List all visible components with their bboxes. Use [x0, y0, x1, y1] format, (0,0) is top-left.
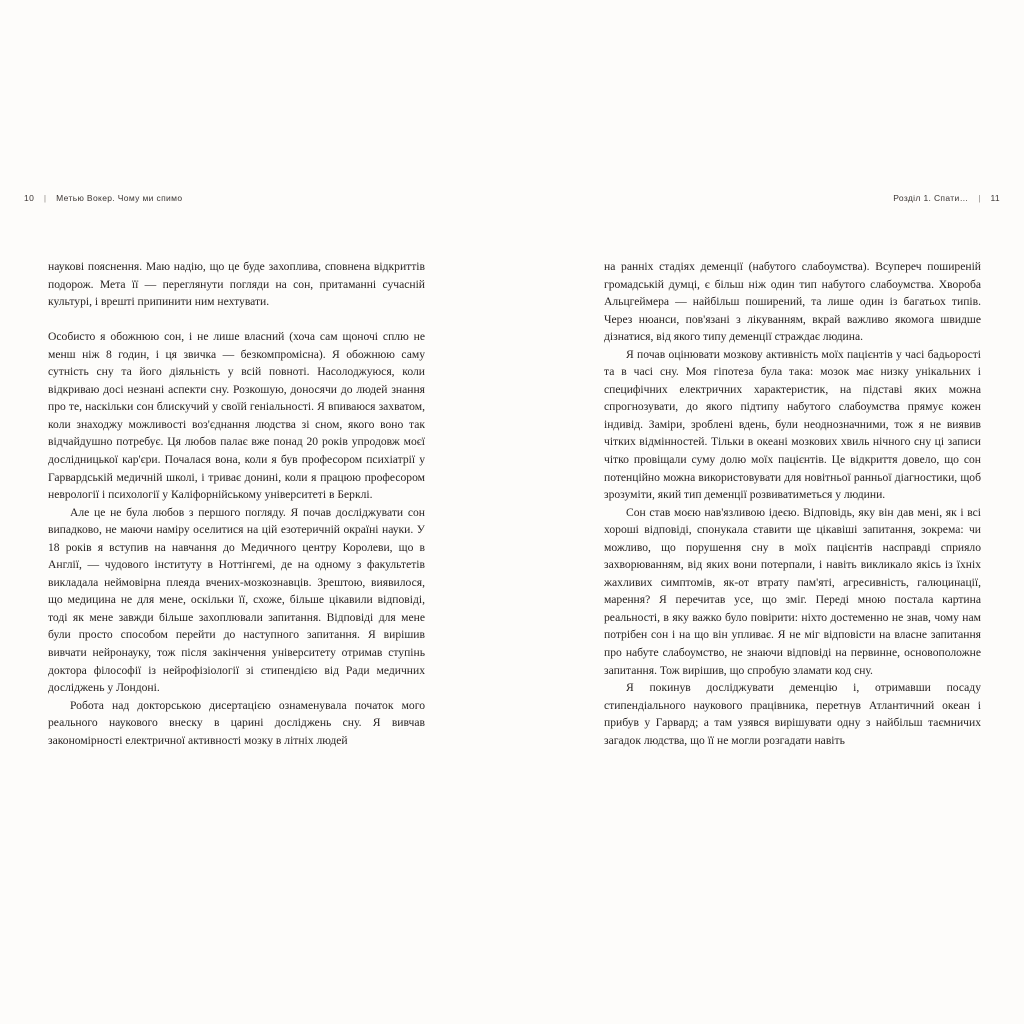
paragraph: наукові пояснення. Маю надію, що це буде захоплива, сповнена відкриттів подорож. Мета її — переглянути погляди на сон, притаманні сучасній культурі, і врешті припинити ним нехтувати. — [48, 260, 425, 309]
right-page-text-column — [604, 258, 981, 749]
running-head-left-text: Метью Вокер. Чому ми спимо — [56, 193, 183, 203]
paragraph: Я почав оцінювати мозкову активність моїх пацієнтів у часі бадьорості та в часі сну. Моя гіпотеза була така: мозок має низку унікальних і специфічних електричних характеристик, на підставі яких можна спрогнозувати, до якого підтипу набутого слабоумства прямує кожен індивід. Заміри, зроблені вдень, були неоднозначними, тож я не виявив чітких відмінностей. Тільки в океані мозкових хвиль нічного сну ці записи чітко провіщали суму долю моїх пацієнтів. Це відкриття довело, що сон потенційно можна використовувати для новітньої ранньої діагностики, щоб зрозуміти, який тип деменції розвиватиметься у людини. — [604, 347, 981, 502]
folio-separator-left: | — [43, 193, 47, 203]
paragraph: Особисто я обожнюю сон, і не лише власний (хоча сам щоночі сплю не менш ніж 8 годин, і ця звичка — безкомпромісна). Я обожнюю саму сутність сну та його діяльність у всій повноті. Насолоджуюся, коли відкриваю досі незнані аспекти сну. Розкошую, доносячи до людей знання про те, наскільки сон блискучий у своїй геніальності. Я впиваюся захватом, коли знаходжу можливості воз'єднання людства зі сном, якого воно так відчайдушно потребує. Ця любов палає вже понад 20 років упродовж моєї дослідницької кар'єри. Почалася вона, коли я був професором психіатрії у Гарвардській медичній школі, і триває донині, коли я працюю професором неврології і психології у Каліфорнійському університеті в Берклі. — [48, 330, 425, 502]
running-head-left — [24, 193, 182, 203]
folio-right: 11 — [990, 193, 1000, 203]
paragraph: Робота над докторською дисертацією ознаменувала початок мого реального наукового внеску в царині досліджень сну. Я вивчав закономірності електричної активності мозку в літніх людей — [48, 698, 425, 747]
paragraph: на ранніх стадіях деменції (набутого слабоумства). Всупереч поширеній громадській думці, є більш ніж один тип набутого слабоумства. Хвороба Альцгеймера — найбільш поширений, та лише один із багатьох типів. Через нюанси, пов'язані з лікуванням, вкрай важливо якомога швидше дізнатися, від якого типу деменції страждає людина. — [604, 260, 981, 344]
left-page-text-column — [48, 258, 425, 749]
folio-left: 10 — [24, 193, 35, 203]
paragraph: Я покинув досліджувати деменцію і, отримавши посаду стипендіального наукового працівника, перетнув Атлантичний океан і прибув у Гарвард; а там узявся вирішувати одну з найбільш таємничих загадок людства, що її не могли розгадати навіть — [604, 681, 981, 747]
running-head-right — [893, 193, 1000, 203]
folio-separator-right: | — [978, 193, 981, 203]
paragraph: Але це не була любов з першого погляду. Я почав досліджувати сон випадково, не маючи наміру оселитися на цій езотеричній окраїні науки. У 18 років я вступив на навчання до Медичного центру Королеви, що в Англії, — чудового інституту в Ноттінгемі, де на одному з факультетів викладала неймовірна плеяда вчених-мозкознавців. Зрештою, виявилося, що медицина не для мене, оскільки її, схоже, більше цікавили відповіді, тоді як мене завжди більше захоплювали запитання. Відповіді для мене були просто способом перейти до наступного запитання. Я вирішив вивчати нейронауку, тож після закінчення університету отримав ступінь доктора філософії із нейрофізіології зі стипендією від Ради медичних досліджень у Лондоні. — [48, 505, 425, 695]
running-head-right-text: Розділ 1. Спати… — [893, 193, 969, 203]
paragraph: Сон став моєю нав'язливою ідеєю. Відповідь, яку він дав мені, як і всі хороші відповіді, спонукала ставити ще цікавіші запитання, зокрема: чи можливо, що порушення сну в моїх пацієнтів насправді сприяло захворюванням, від яких вони потерпали, і навіть викликало якісь із їхніх жахливих симптомів, як-от втрату пам'яті, агресивність, галюцинації, марення? Я перечитав усе, що зміг. Переді мною постала картина реальності, в яку важко було повірити: ніхто достеменно не знав, чому нам потрібен сон і на що він упливає. Я не міг відповісти на власне запитання про набуте слабоумство, не знаючи відповіді на первинне, основоположне запитання. Тож вирішив, що спробую зламати код сну. — [604, 505, 981, 677]
